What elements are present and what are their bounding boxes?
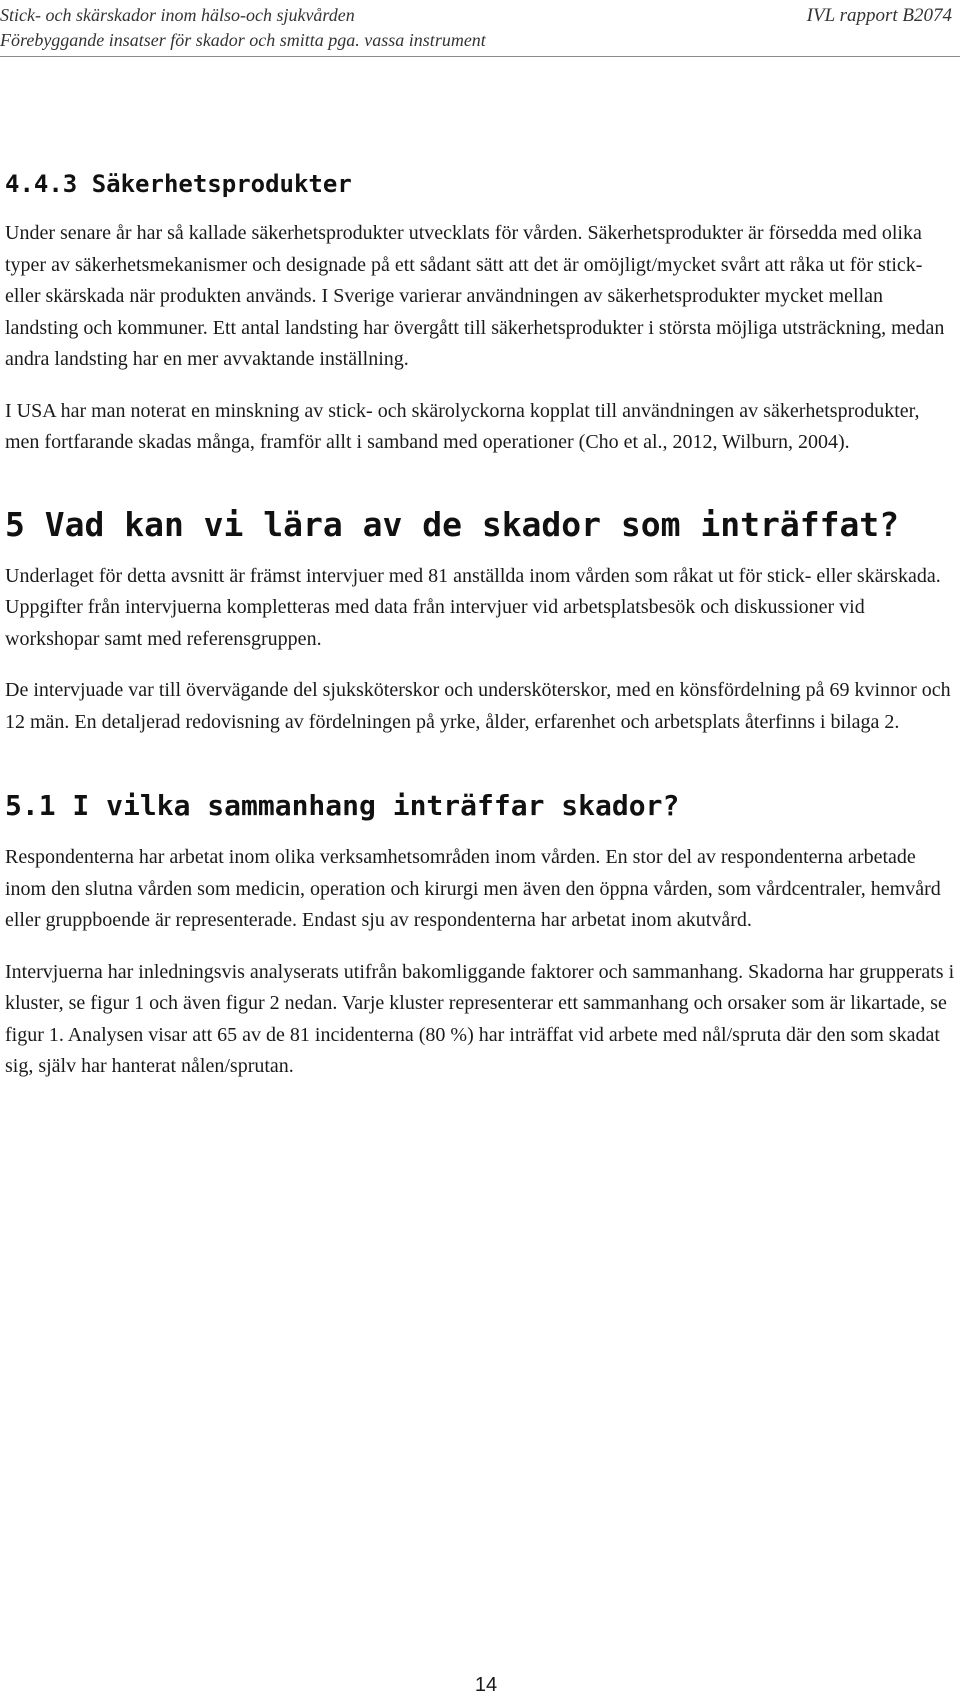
- paragraph-5-1: Underlaget för detta avsnitt är främst intervjuer med 81 anställda inom vården som råkat ut för stick- eller skärskada. Uppgifter från intervjuerna kompletteras med data från intervjuer vid arbetsplatsbesök och diskussioner vid workshopar samt med referensgruppen.: [5, 564, 941, 650]
- header-document-title: [0, 3, 486, 53]
- page-number: 14: [474, 1674, 498, 1696]
- page-header: [0, 0, 960, 57]
- document-body: [5, 166, 955, 1103]
- header-report-number: IVL rapport B2074: [806, 5, 952, 26]
- paragraph-4-4-3-1: Under senare år har så kallade säkerhetsprodukter utvecklats för vården. Säkerhetsprodukter är försedda med olika typer av säkerhetsmekanismer och designade på ett sådant sätt att det är omöjligt/mycket svårt att råka ut för stick- eller skärskada när produkten används. I Sverige varierar användningen av säkerhetsprodukter mycket mellan landsting och kommuner. Ett antal landsting har övergått till säkerhetsprodukter i största möjliga utsträckning, medan andra landsting har en mer avvaktande inställning.: [5, 222, 945, 370]
- section-heading-4-4-3: 4.4.3 Säkerhetsprodukter: [5, 170, 352, 198]
- paragraph-5-1-2: Intervjuerna har inledningsvis analyserats utifrån bakomliggande faktorer och sammanhang. Skadorna har grupperats i kluster, se figur 1 och även figur 2 nedan. Varje kluster representerar ett sammanhang och orsaker som är likartade, se figur 1. Analysen visar att 65 av de 81 incidenterna (80 %) har inträffat vid arbete med nål/spruta där den som skadat sig, själv har hanterat nålen/sprutan.: [5, 960, 955, 1077]
- paragraph-5-2: De intervjuade var till övervägande del sjuksköterskor och undersköterskor, med en könsfördelning på 69 kvinnor och 12 män. En detaljerad redovisning av fördelningen på yrke, ålder, erfarenhet och arbetsplats återfinns i bilaga 2.: [5, 679, 951, 733]
- section-heading-5: 5 Vad kan vi lära av de skador som inträffat?: [5, 504, 900, 544]
- paragraph-5-1-1: Respondenterna har arbetat inom olika verksamhetsområden inom vården. En stor del av respondenterna arbetade inom den slutna vården som medicin, operation och kirurgi men även den öppna vården, som vårdcentraler, hemvård eller gruppboende är representerade. Endast sju av respondenterna har arbetat inom akutvård.: [5, 846, 941, 931]
- header-title-line-2: Förebyggande insatser för skador och smitta pga. vassa instrument: [0, 30, 486, 50]
- paragraph-4-4-3-2: I USA har man noterat en minskning av stick- och skärolyckorna kopplat till användningen av säkerhetsprodukter, men fortfarande skadas många, framför allt i samband med operationer (Cho et al., 2012, Wilburn, 2004).: [5, 399, 920, 453]
- header-title-line-1: Stick- och skärskador inom hälso-och sjukvården: [0, 5, 355, 25]
- section-heading-5-1: 5.1 I vilka sammanhang inträffar skador?: [5, 789, 680, 822]
